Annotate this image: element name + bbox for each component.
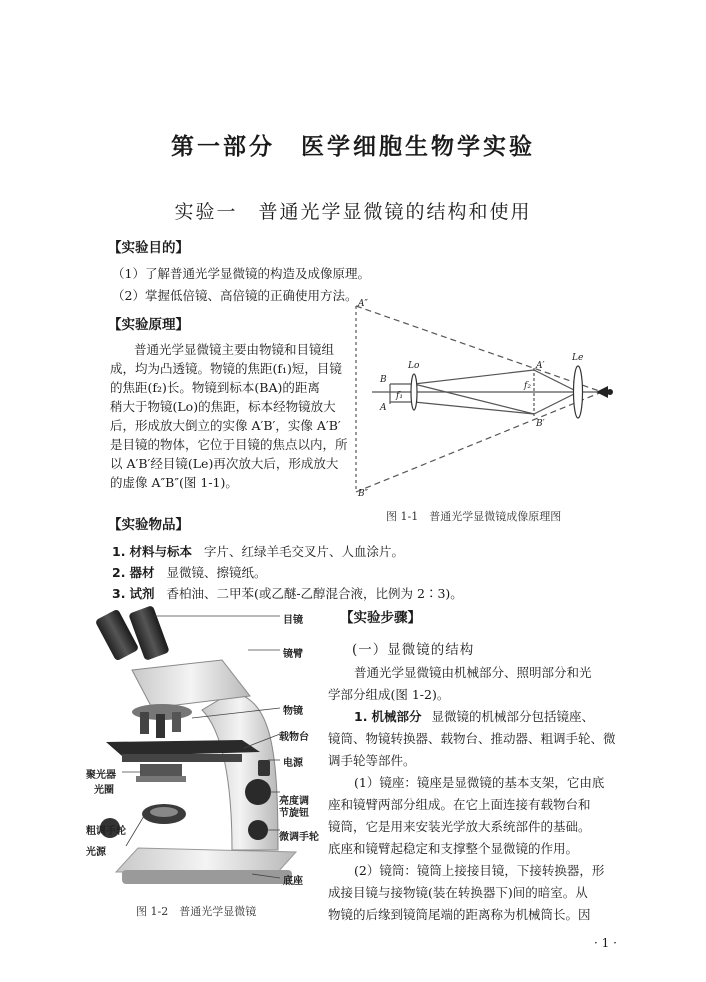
stage-edge xyxy=(122,754,242,762)
label-brightness: 亮度调 xyxy=(279,796,309,807)
item-number: 3. xyxy=(112,586,126,601)
objective-2 xyxy=(156,714,165,738)
body-line: 普通光学显微镜由机械部分、照明部分和光 xyxy=(354,665,592,680)
principle-line: 后，形成放大倒立的实像 A′B′，实像 A′B′ xyxy=(110,418,341,433)
item-text: 显微镜、擦镜纸。 xyxy=(166,565,267,580)
label-b1: B′ xyxy=(536,419,545,429)
principle-line: 成，均为凸透镜。物镜的焦距(f₁)短，目镜 xyxy=(110,361,342,376)
mech-text: 显微镜的机械部分包括镜座、 xyxy=(431,709,594,724)
body-line: 学部分组成(图 1-2)。 xyxy=(328,687,450,702)
label-condenser: 聚光器 xyxy=(86,770,116,781)
mech-term: 机械部分 xyxy=(371,709,422,724)
label-f1: f₁ xyxy=(396,391,403,401)
eyepiece-right xyxy=(128,605,170,661)
page-number: · 1 · xyxy=(594,936,617,950)
label-a1: A′ xyxy=(536,361,545,371)
label-objective: 物镜 xyxy=(283,706,303,717)
label-coarse-knob: 粗调手轮 xyxy=(86,826,126,837)
principle-text xyxy=(110,340,365,492)
label-stage: 载物台 xyxy=(279,732,309,743)
fine-knob-shape xyxy=(248,820,268,840)
principle-heading: 【实验原理】 xyxy=(108,317,189,333)
body-line: (1）镜座：镜座是显微镜的基本支架，它由底 xyxy=(354,775,605,790)
materials-item xyxy=(112,563,266,581)
item-number: 2. xyxy=(112,565,126,580)
base-shape xyxy=(116,848,296,872)
objective-3 xyxy=(172,712,181,732)
part-title: 第一部分 医学细胞生物学实验 xyxy=(171,134,535,160)
principle-line: 的焦距(f₂)长。物镜到标本(BA)的距离 xyxy=(110,380,320,395)
principle-line: 稍大于物镜(Lo)的焦距，标本经物镜放大 xyxy=(110,399,336,414)
condenser-shape xyxy=(140,764,182,776)
label-le: Le xyxy=(572,353,584,363)
figure1-caption: 图 1-1 普通光学显微镜成像原理图 xyxy=(386,510,562,523)
purpose-item: （1）了解普通光学显微镜的构造及成像原理。 xyxy=(112,266,370,281)
body-line: 底座和镜臂起稳定和支撑整个显微镜的作用。 xyxy=(328,841,579,856)
label-eyepiece: 目镜 xyxy=(283,615,303,626)
steps-body xyxy=(328,662,630,926)
label-a: A xyxy=(380,403,387,413)
label-brightness-2: 节旋钮 xyxy=(279,808,309,819)
image-formation-diagram xyxy=(342,296,620,504)
experiment-title: 实验一 普通光学显微镜的结构和使用 xyxy=(174,201,532,223)
eyepiece-lens xyxy=(574,366,583,418)
item-term: 试剂 xyxy=(129,586,155,601)
purpose-item: （2）掌握低倍镜、高倍镜的正确使用方法。 xyxy=(112,288,358,303)
steps-subheading: (一）显微镜的结构 xyxy=(352,642,475,658)
coarse-knob-shape xyxy=(245,779,271,805)
body-line: 镜筒，它是用来安装光学放大系统部件的基础。 xyxy=(328,819,591,834)
principle-line: 普通光学显微镜主要由物镜和目镜组 xyxy=(134,342,335,357)
principle-line: 的虚像 A″B″(图 1-1)。 xyxy=(110,475,238,490)
label-light-source: 光源 xyxy=(86,847,106,858)
objective-1 xyxy=(140,712,149,734)
power-switch-shape xyxy=(258,760,270,776)
label-lo: Lo xyxy=(408,361,420,371)
body-line: 成接目镜与接物镜(装在转换器下)间的暗室。从 xyxy=(328,885,588,900)
label-a2: A″ xyxy=(358,299,368,309)
objective-lens xyxy=(411,374,417,410)
body-line: 镜筒、物镜转换器、载物台、推动器、粗调手轮、微 xyxy=(328,731,616,746)
item-text: 香柏油、二甲苯(或乙醚-乙醇混合液，比例为 2∶3)。 xyxy=(166,586,463,601)
label-f2: f₂ xyxy=(524,381,531,391)
item-term: 材料与标本 xyxy=(129,544,192,559)
steps-heading: 【实验步骤】 xyxy=(340,610,421,626)
label-base: 底座 xyxy=(283,876,303,887)
dashed-ray-top xyxy=(356,306,602,392)
dashed-ray-bottom xyxy=(356,392,602,492)
item-text: 字片、红绿羊毛交叉片、人血涂片。 xyxy=(203,544,404,559)
body-line: (2）镜筒：镜筒上接接目镜，下接转换器，形 xyxy=(354,863,605,878)
item-number: 1. xyxy=(112,544,126,559)
label-diaphragm: 光圈 xyxy=(94,785,114,796)
base-front xyxy=(122,870,292,884)
label-arm: 镜臂 xyxy=(283,649,303,660)
body-line: 座和镜臂两部分组成。在它上面连接有载物台和 xyxy=(328,797,591,812)
label-b: B xyxy=(380,375,387,385)
mechanical-line xyxy=(328,706,630,728)
purpose-heading: 【实验目的】 xyxy=(108,240,189,256)
label-b2: B″ xyxy=(358,489,368,499)
materials-item xyxy=(112,542,404,560)
eye-icon xyxy=(596,386,608,398)
principle-line: 是目镜的物体，它位于目镜的焦点以内，所 xyxy=(110,437,348,452)
materials-heading: 【实验物品】 xyxy=(108,517,189,533)
body-line: 调手轮等部件。 xyxy=(328,753,416,768)
label-fine-knob: 微调手轮 xyxy=(279,832,319,843)
item-term: 器材 xyxy=(129,565,155,580)
figure2-caption: 图 1-2 普通光学显微镜 xyxy=(136,905,257,918)
body-line: 物镜的后缘到镜筒尾端的距离称为机械筒长。因 xyxy=(328,907,591,922)
principle-line: 以 A′B′经目镜(Le)再次放大后，形成放大 xyxy=(110,456,339,471)
mech-number: 1. xyxy=(354,709,368,724)
label-power: 电源 xyxy=(283,758,303,769)
